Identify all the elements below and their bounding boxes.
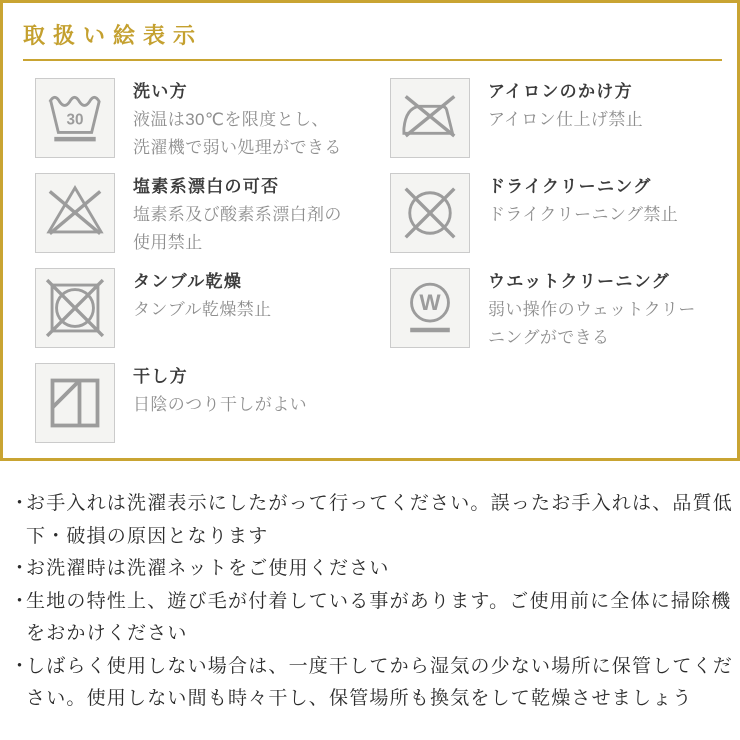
wet-clean-icon [390,268,470,348]
bullet-marker: ・ [10,590,31,612]
bullet-marker: ・ [10,558,31,579]
wet-clean-letter: W [419,289,441,315]
care-item-desc: 弱い操作のウェットクリーニングができる [488,300,696,347]
care-grid-left-column [35,78,390,458]
care-note-text: お手入れは洗濯表示にしたがって行ってください。誤ったお手入れは、品質低下・破損の原因となります [26,493,734,547]
care-grid-right-column [390,78,722,458]
care-item-title: 洗い方 [133,82,188,101]
care-item-wet-cleaning [390,268,722,363]
care-notes-list [0,488,740,716]
care-item-washing [35,78,390,173]
care-note-text: 生地の特性上、遊び毛が付着している事があります。ご使用前に全体に掃除機をおかけください [26,590,732,644]
care-item-ironing [390,78,722,173]
care-item-title: タンブル乾燥 [133,272,243,291]
no-tumble-dry-icon [35,268,115,348]
no-bleach-icon [35,173,115,253]
care-note [10,651,740,716]
wash-30-icon [35,78,115,158]
care-item-drying [35,363,390,458]
care-item-desc: タンブル乾燥禁止 [133,300,272,319]
care-note-text: お洗濯時は洗濯ネットをご使用ください [26,558,390,579]
care-note-text: しばらく使用しない場合は、一度干してから湿気の少ない場所に保管してください。使用しない間も時々干し、保管場所も換気をして乾燥させましょう [26,655,734,709]
care-item-desc: ドライクリーニング禁止 [488,205,679,224]
no-iron-icon [390,78,470,158]
care-symbols-grid [23,78,722,458]
care-item-dry-cleaning [390,173,722,268]
care-item-title: 干し方 [133,367,188,386]
bullet-marker: ・ [10,493,31,514]
care-note [10,488,740,553]
care-item-desc: アイロン仕上げ禁止 [488,110,644,129]
no-dry-clean-icon [390,173,470,253]
care-item-title: 塩素系漂白の可否 [133,177,280,196]
care-item-title: アイロンのかけ方 [488,82,633,101]
care-item-title: ウエットクリーニング [488,272,670,291]
care-item-bleach [35,173,390,268]
bullet-marker: ・ [10,655,31,677]
care-item-tumble-dry [35,268,390,363]
wash-temp-label: 30 [66,111,84,129]
care-note [10,553,740,586]
shade-line-dry-icon [35,363,115,443]
care-item-desc: 塩素系及び酸素系漂白剤の使用禁止 [133,205,342,252]
care-note [10,586,740,651]
page-title: 取扱い絵表示 [23,23,204,48]
title-underline [23,59,722,61]
care-item-desc: 液温は30℃を限度とし、洗濯機で弱い処理ができる [133,110,342,157]
care-item-title: ドライクリーニング [488,177,652,196]
care-item-desc: 日陰のつり干しがよい [133,395,307,414]
